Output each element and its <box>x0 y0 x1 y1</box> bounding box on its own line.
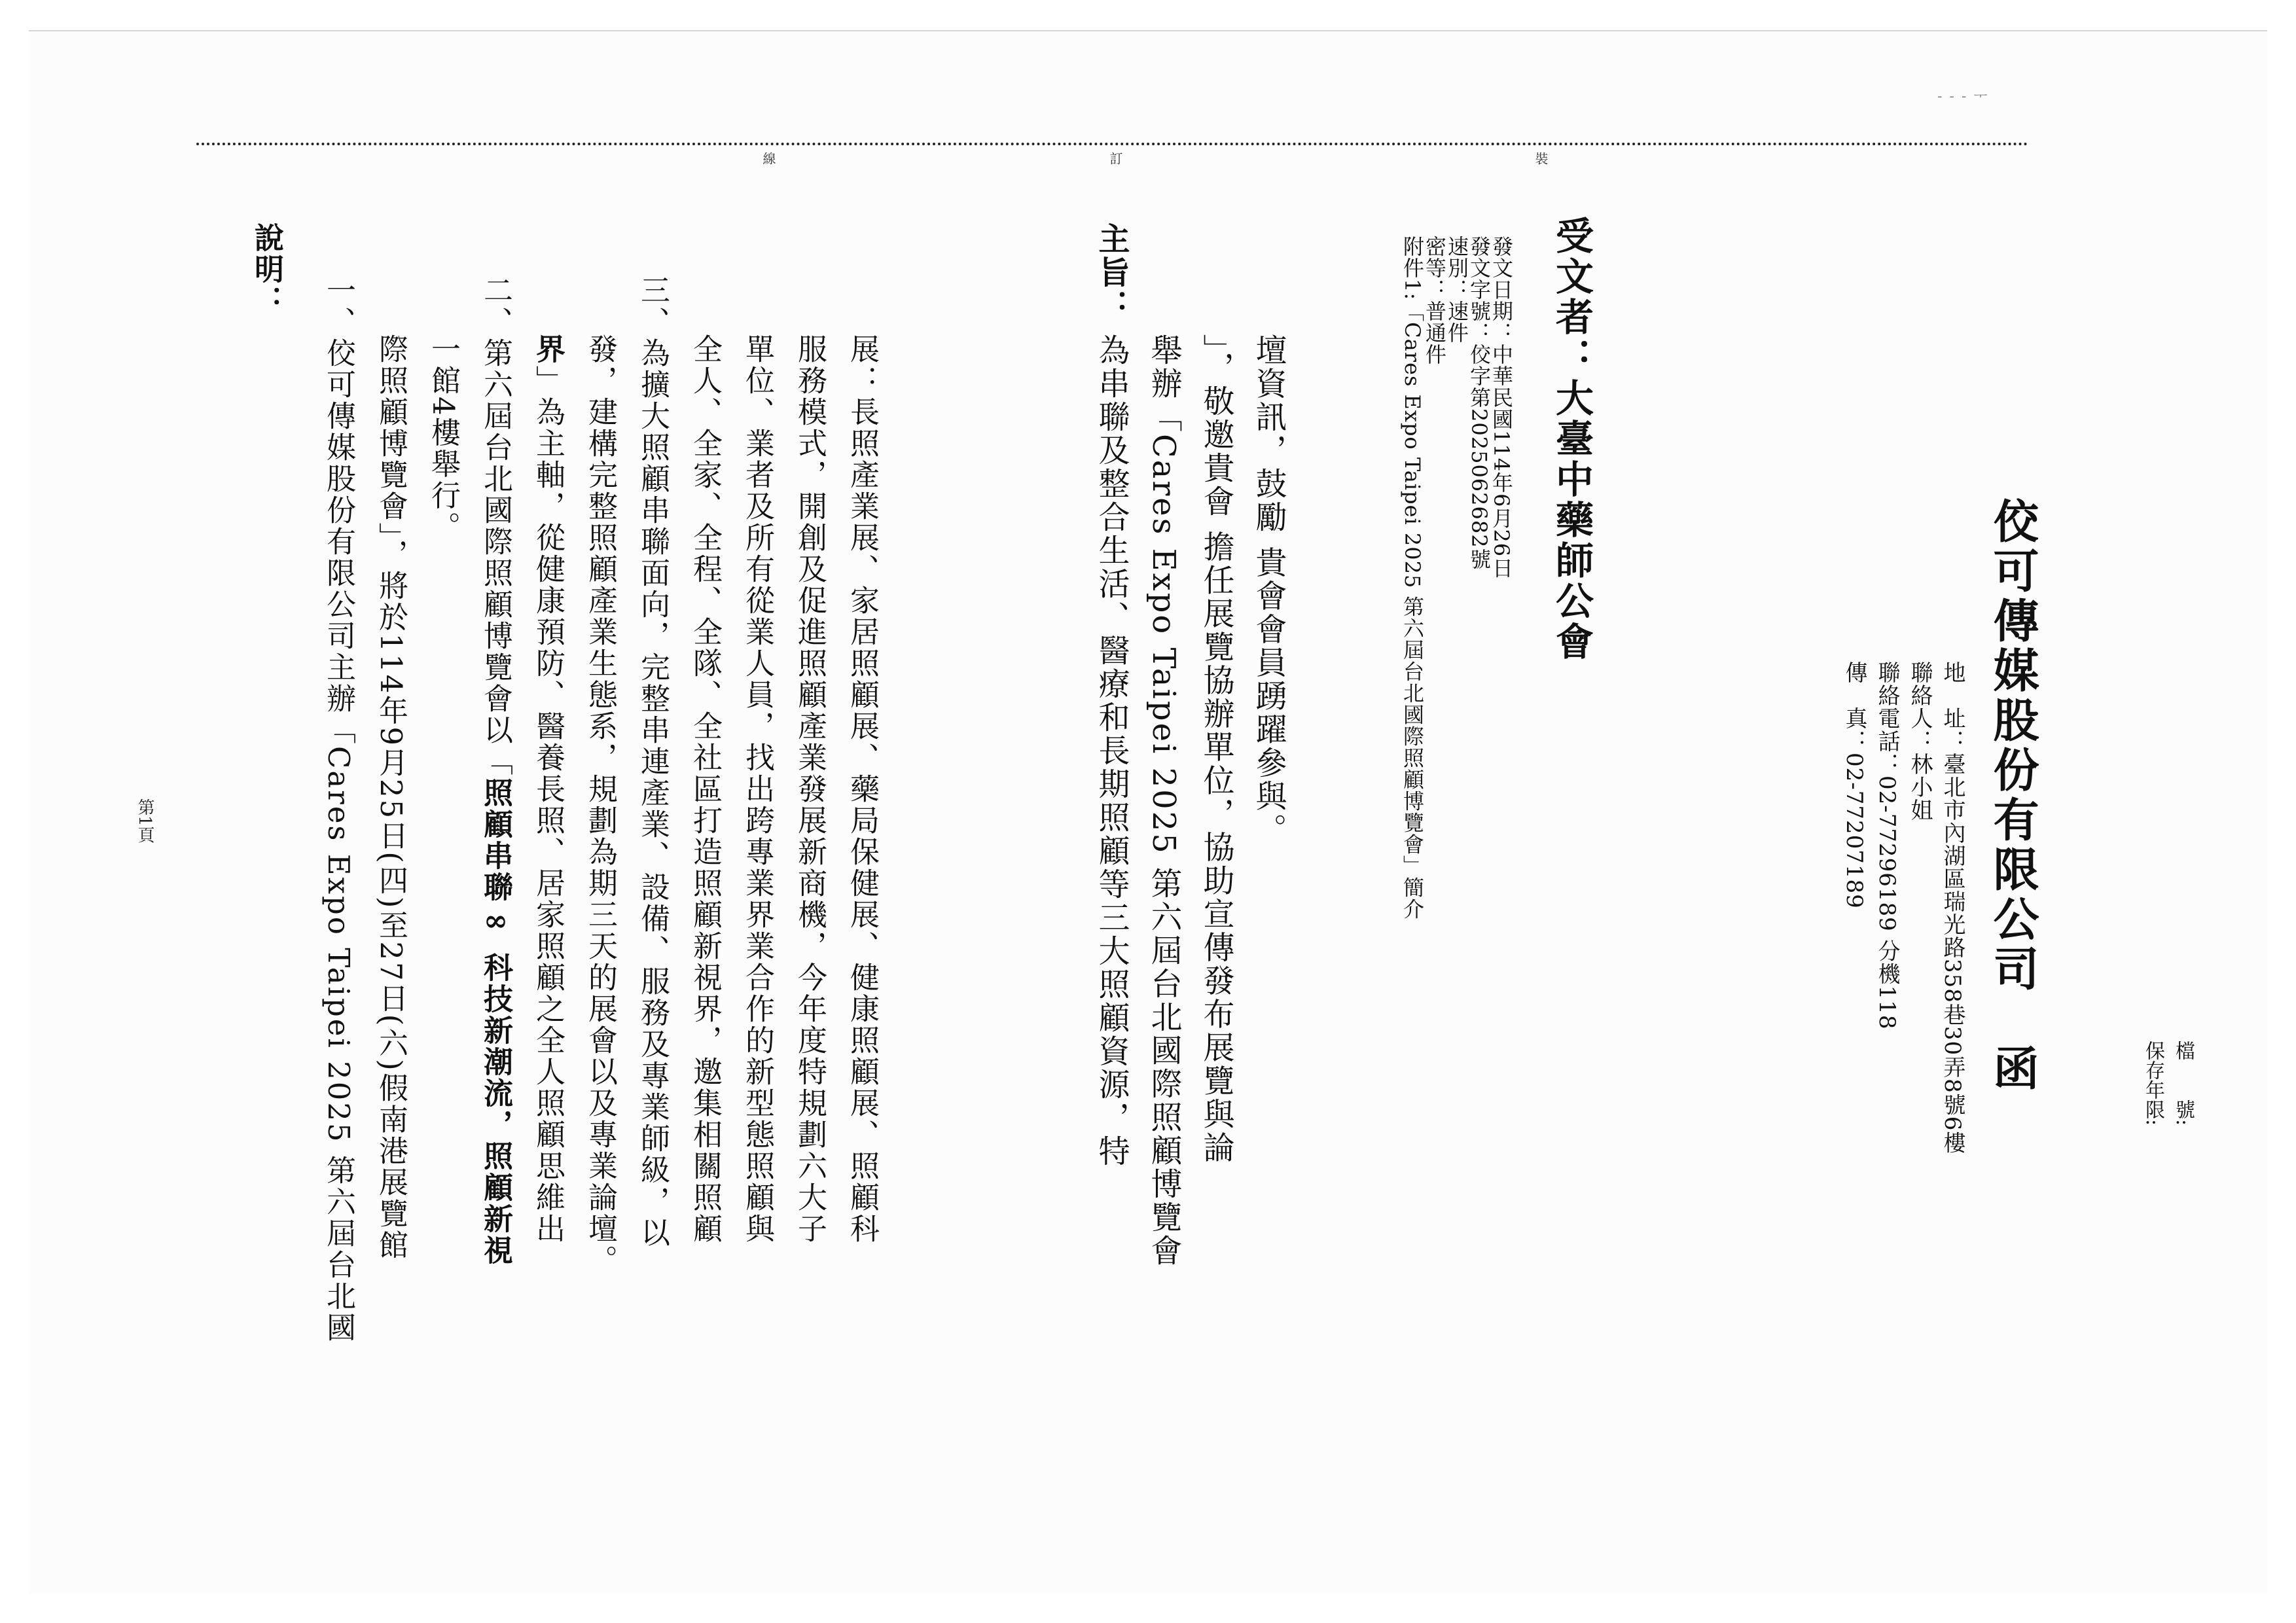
explanation-block <box>236 223 1060 1466</box>
item-2-theme: 照顧串聯∞ 科技新潮流，照顧新視 <box>478 777 513 1266</box>
classification: 密等：普通件 <box>1422 236 1447 365</box>
sender-contact-person: 聯絡人：林小姐 <box>1907 661 1933 821</box>
file-meta <box>2114 1041 2193 1185</box>
scan-edge-top <box>29 30 2267 31</box>
subject-line-3: 」，敬邀貴會 擔任展覽協辦單位，協助宣傳發布展覽與論 <box>1198 334 1234 1165</box>
sender-name: 佼可傳媒股份有限公司 函 <box>1986 497 2040 1094</box>
attachment: 附件1:「Cares Expo Taipei 2025 第六屆台北國際照顧博覽會」簡介 <box>1400 236 1425 920</box>
binding-label-zhuang: 裝 <box>1533 152 1549 165</box>
retention-label: 保存年限: <box>2142 1041 2164 1126</box>
item-3-line-3: 單位、業者及所有從業人員，找出跨專業界業合作的新型態照顧與 <box>740 334 775 1245</box>
sender-phone: 聯絡電話：02-77296189 分機118 <box>1874 661 1900 1030</box>
explanation-label: 說明： <box>249 223 284 317</box>
item-2-line-1 <box>478 275 513 1518</box>
item-2-line-2 <box>533 334 563 1577</box>
item-2-theme-end: 界 <box>531 334 565 365</box>
binding-label-ding: 訂 <box>1107 152 1123 165</box>
subject-line-2: 舉辦「Cares Expo Taipei 2025 第六屆台北國際照顧博覽會 <box>1145 334 1182 1268</box>
subject-block <box>1060 223 1374 1466</box>
item-1-line-1: 一、佼可傳媒股份有限公司主辦「Cares Expo Taipei 2025 第六屆台北國 <box>321 275 356 1344</box>
item-3-line-1: 三、為擴大照顧串聯面向，完整串連產業、設備、服務及專業師級，以 <box>636 275 670 1249</box>
subject-line-1: 為串聯及整合生活、醫療和長期照顧等三大照顧資源，特 <box>1093 334 1130 1168</box>
recipient-block <box>1525 216 1594 805</box>
document-meta <box>1401 236 1512 1479</box>
sender-block <box>1761 497 2040 1446</box>
reference-number: 發文字號：佼字第2025062682號 <box>1467 236 1492 570</box>
item-3-line-2: 全人、全家、全程、全隊、全社區打造照顧新視界，邀集相關照顧 <box>688 334 723 1245</box>
item-3-line-5: 展：長照產業展、家居照顧展、藥局保健展、健康照顧展、照顧科 <box>845 334 880 1245</box>
item-3-line-4: 服務模式，開創及促進照顧產業發展新商機，今年度特規劃六大子 <box>793 334 827 1245</box>
issue-date: 發文日期：中華民國114年6月26日 <box>1489 236 1514 579</box>
file-number-label: 檔 號: <box>2172 1041 2195 1126</box>
item-1-line-3: 一館4樓舉行。 <box>426 334 461 543</box>
subject-label: 主旨： <box>1093 223 1130 323</box>
sender-address: 地 址：臺北市內湖區瑞光路358巷30弄8號6樓 <box>1939 661 1965 1154</box>
scan-mark: - - - ᅮ <box>1937 88 1989 105</box>
subject-line-4: 壇資訊，鼓勵 貴會會員踴躍參與。 <box>1250 334 1287 847</box>
binding-line <box>196 143 2029 145</box>
recipient: 受文者：大臺中藥師公會 <box>1549 216 1594 662</box>
speed: 速別：速件 <box>1444 236 1469 344</box>
binding-label-xian: 線 <box>761 152 776 165</box>
sender-fax: 傳 真：02-77207189 <box>1841 661 1867 909</box>
item-2-line-3: 發，建構完整照顧產業生態系，規劃為期三天的展會以及專業論壇。 <box>583 334 618 1276</box>
page-number: 第1頁 <box>135 798 154 844</box>
item-2-line-1-text: 二、第六屆台北國際照顧博覽會以「 <box>478 275 513 777</box>
item-1-line-2: 際照顧博覽會」，將於114年9月25日(四)至27日(六)假南港展覽館 <box>374 334 408 1261</box>
item-2-line-2-text: 」為主軸，從健康預防、醫養長照、居家照顧之全人照顧思維出 <box>531 365 565 1245</box>
